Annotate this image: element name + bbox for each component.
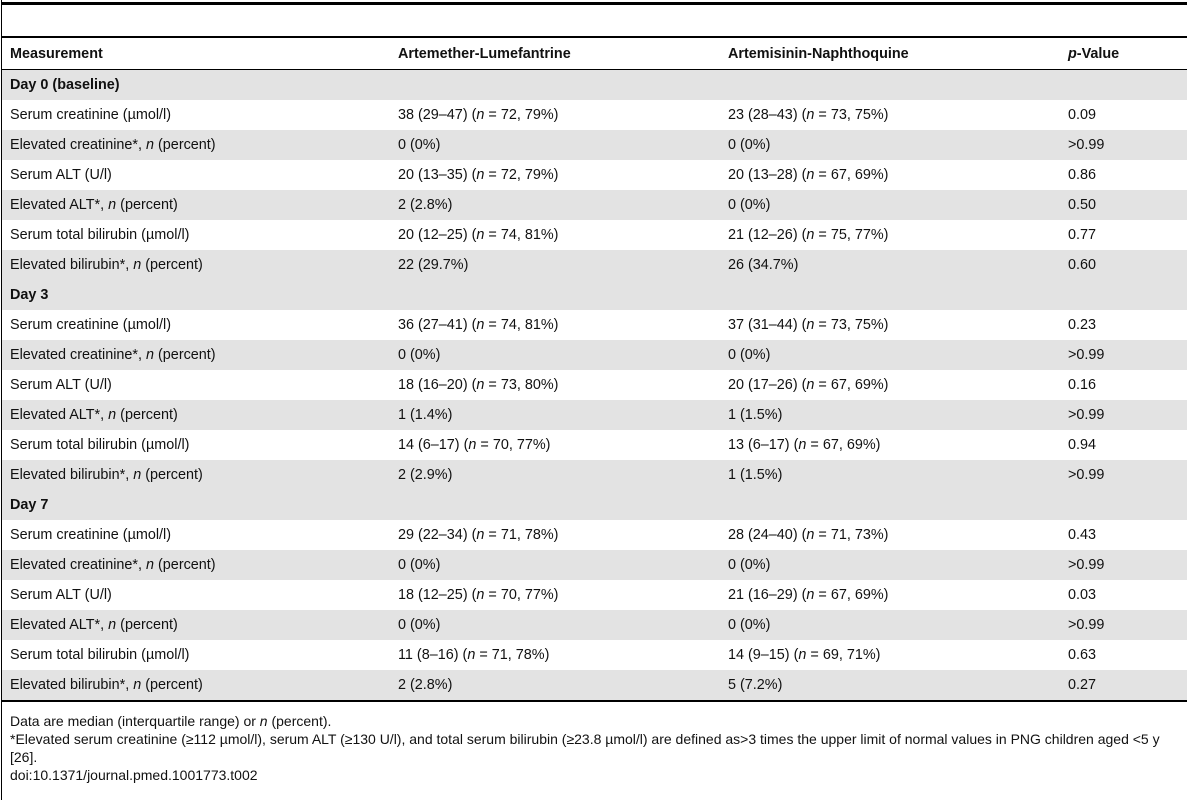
measurement-end: (percent) xyxy=(116,617,178,633)
n-symbol: n xyxy=(133,677,142,693)
cell-paren-close: ) xyxy=(883,227,889,243)
section-row xyxy=(2,280,1187,310)
table-row xyxy=(2,550,1187,580)
cell-paren-close: ) xyxy=(553,587,559,603)
n-count: 67, 69% xyxy=(822,437,876,453)
cell-artemether-lumefantrine xyxy=(390,640,720,670)
n-count: 72, 79% xyxy=(500,167,554,183)
section-title: Day 0 (baseline) xyxy=(2,70,1187,101)
cell-measurement xyxy=(2,130,390,160)
cell-value: 11 (8–16) xyxy=(398,647,459,663)
cell-p-value: 0.50 xyxy=(1060,190,1187,220)
table-row xyxy=(2,250,1187,280)
n-symbol: n xyxy=(476,107,485,123)
cell-p-value: 0.86 xyxy=(1068,167,1097,183)
cell-paren-close: ) xyxy=(883,587,889,603)
table-body xyxy=(2,70,1187,701)
cell-artemether-lumefantrine: 0 (0%) xyxy=(390,130,720,160)
table-row xyxy=(2,520,1187,550)
cell-measurement: Serum ALT (U/l) xyxy=(10,167,112,183)
table-row xyxy=(2,190,1187,220)
cell-artemether-lumefantrine: 0 (0%) xyxy=(390,550,720,580)
cell-measurement xyxy=(2,460,390,490)
cell-value: 20 (13–35) xyxy=(398,167,468,183)
n-equals: = xyxy=(484,317,501,333)
n-count: 71, 73% xyxy=(830,527,884,543)
cell-paren: ( xyxy=(789,437,799,453)
cell-value: 18 (12–25) xyxy=(398,587,468,603)
cell-p-value: 0.94 xyxy=(1068,437,1097,453)
section-title: Day 7 xyxy=(2,490,1187,520)
cell-artemisinin-naphthoquine: 0 (0%) xyxy=(720,550,1060,580)
section-row xyxy=(2,490,1187,520)
n-symbol: n xyxy=(108,617,117,633)
cell-paren: ( xyxy=(797,377,807,393)
measurement-end: (percent) xyxy=(154,557,216,573)
cell-paren: ( xyxy=(797,227,807,243)
cell-p-value: 0.09 xyxy=(1068,107,1097,123)
header-p-value xyxy=(1060,38,1187,70)
n-equals: = xyxy=(484,107,501,123)
cell-value: 13 (6–17) xyxy=(728,437,790,453)
cell-paren-close: ) xyxy=(553,317,559,333)
measurement-end: (percent) xyxy=(154,137,216,153)
table-row xyxy=(2,400,1187,430)
cell-artemether-lumefantrine xyxy=(390,100,720,130)
cell-p-value: 0.27 xyxy=(1060,670,1187,700)
cell-measurement: Serum total bilirubin (µmol/l) xyxy=(10,437,190,453)
cell-p-value: 0.77 xyxy=(1068,227,1097,243)
n-symbol: n xyxy=(108,197,117,213)
cell-artemether-lumefantrine: 1 (1.4%) xyxy=(390,400,720,430)
footnote-doi: doi:10.1371/journal.pmed.1001773.t002 xyxy=(10,767,258,783)
cell-measurement xyxy=(2,250,390,280)
table-row xyxy=(2,430,1187,460)
n-equals: = xyxy=(814,527,831,543)
n-equals: = xyxy=(475,647,492,663)
cell-paren-close: ) xyxy=(875,647,881,663)
cell-artemisinin-naphthoquine: 0 (0%) xyxy=(720,190,1060,220)
cell-artemisinin-naphthoquine: 0 (0%) xyxy=(720,340,1060,370)
measurement-start: Elevated bilirubin*, xyxy=(10,677,134,693)
footnote-elevated-definition: *Elevated serum creatinine (≥112 µmol/l), serum ALT (≥130 U/l), and total serum bilirubin (≥23.8 µmol/l) are defined as>3 times the upper limit of normal values in PNG children aged <5 y [26]. xyxy=(10,731,1160,765)
cell-artemether-lumefantrine xyxy=(390,580,720,610)
table-row xyxy=(2,370,1187,400)
table-row xyxy=(2,130,1187,160)
cell-artemisinin-naphthoquine xyxy=(720,640,1060,670)
cell-p-value: >0.99 xyxy=(1060,610,1187,640)
n-equals: = xyxy=(806,647,823,663)
n-equals: = xyxy=(814,107,831,123)
n-equals: = xyxy=(814,377,831,393)
n-symbol: n xyxy=(468,437,477,453)
cell-value: 21 (16–29) xyxy=(728,587,798,603)
cell-artemisinin-naphthoquine xyxy=(720,310,1060,340)
n-count: 75, 77% xyxy=(830,227,884,243)
cell-paren: ( xyxy=(459,437,469,453)
cell-artemether-lumefantrine xyxy=(390,520,720,550)
cell-p-value: 0.60 xyxy=(1060,250,1187,280)
cell-artemether-lumefantrine: 22 (29.7%) xyxy=(390,250,720,280)
cell-paren-close: ) xyxy=(883,167,889,183)
table-row xyxy=(2,220,1187,250)
cell-paren: ( xyxy=(458,647,468,663)
measurement-start: Elevated creatinine*, xyxy=(10,347,146,363)
measurement-start: Elevated bilirubin*, xyxy=(10,257,134,273)
n-symbol: n xyxy=(146,347,155,363)
header-p-italic: p xyxy=(1068,45,1077,62)
footnote-data-description xyxy=(10,712,1179,730)
cell-paren: ( xyxy=(797,317,807,333)
n-count: 67, 69% xyxy=(830,587,884,603)
n-equals: = xyxy=(484,587,501,603)
n-symbol: n xyxy=(806,317,815,333)
cell-artemether-lumefantrine xyxy=(390,220,720,250)
measurement-end: (percent) xyxy=(141,677,203,693)
n-count: 71, 78% xyxy=(491,647,545,663)
n-symbol: n xyxy=(806,107,815,123)
header-measurement: Measurement xyxy=(2,38,390,70)
n-equals: = xyxy=(484,227,501,243)
cell-paren: ( xyxy=(467,527,477,543)
cell-artemether-lumefantrine: 2 (2.8%) xyxy=(390,190,720,220)
cell-value: 20 (13–28) xyxy=(728,167,798,183)
cell-value: 38 (29–47) xyxy=(398,107,468,123)
cell-paren: ( xyxy=(467,377,477,393)
cell-paren: ( xyxy=(467,167,477,183)
measurement-end: (percent) xyxy=(116,197,178,213)
cell-artemisinin-naphthoquine xyxy=(720,160,1060,190)
table-row xyxy=(2,160,1187,190)
n-symbol: n xyxy=(798,437,807,453)
cell-paren-close: ) xyxy=(553,527,559,543)
cell-p-value: 0.03 xyxy=(1068,587,1097,603)
n-equals: = xyxy=(814,167,831,183)
cell-paren: ( xyxy=(797,587,807,603)
cell-artemisinin-naphthoquine: 1 (1.5%) xyxy=(720,400,1060,430)
cell-p-value: >0.99 xyxy=(1060,340,1187,370)
cell-artemether-lumefantrine xyxy=(390,160,720,190)
cell-measurement xyxy=(2,190,390,220)
cell-measurement: Serum ALT (U/l) xyxy=(10,587,112,603)
cell-paren-close: ) xyxy=(544,647,550,663)
cell-paren-close: ) xyxy=(553,167,559,183)
n-count: 73, 75% xyxy=(830,107,884,123)
n-count: 71, 78% xyxy=(500,527,554,543)
table-row xyxy=(2,100,1187,130)
n-equals: = xyxy=(814,227,831,243)
measurement-start: Elevated bilirubin*, xyxy=(10,467,134,483)
measurement-end: (percent) xyxy=(154,347,216,363)
measurement-end: (percent) xyxy=(116,407,178,423)
cell-paren-close: ) xyxy=(883,107,889,123)
cell-p-value: 0.16 xyxy=(1068,377,1097,393)
n-count: 70, 77% xyxy=(500,587,554,603)
cell-value: 36 (27–41) xyxy=(398,317,468,333)
cell-value: 28 (24–40) xyxy=(728,527,798,543)
n-count: 72, 79% xyxy=(500,107,554,123)
header-artemether-lumefantrine: Artemether-Lumefantrine xyxy=(390,38,720,70)
cell-artemisinin-naphthoquine: 26 (34.7%) xyxy=(720,250,1060,280)
cell-paren-close: ) xyxy=(875,437,881,453)
n-symbol: n xyxy=(108,407,117,423)
table-row xyxy=(2,460,1187,490)
n-symbol: n xyxy=(146,137,155,153)
cell-paren-close: ) xyxy=(883,527,889,543)
n-symbol: n xyxy=(806,167,815,183)
cell-paren: ( xyxy=(797,527,807,543)
cell-value: 14 (6–17) xyxy=(398,437,460,453)
cell-measurement xyxy=(2,670,390,700)
n-symbol: n xyxy=(476,227,485,243)
cell-artemisinin-naphthoquine xyxy=(720,580,1060,610)
table-row xyxy=(2,340,1187,370)
cell-paren-close: ) xyxy=(545,437,551,453)
cell-measurement xyxy=(2,340,390,370)
cell-measurement: Serum total bilirubin (µmol/l) xyxy=(10,647,190,663)
cell-artemether-lumefantrine xyxy=(390,370,720,400)
table-row xyxy=(2,310,1187,340)
cell-artemisinin-naphthoquine xyxy=(720,220,1060,250)
n-count: 73, 75% xyxy=(830,317,884,333)
n-symbol: n xyxy=(806,527,815,543)
cell-artemisinin-naphthoquine xyxy=(720,100,1060,130)
n-count: 74, 81% xyxy=(500,227,554,243)
cell-p-value: >0.99 xyxy=(1060,130,1187,160)
cell-paren-close: ) xyxy=(553,377,559,393)
n-equals: = xyxy=(476,437,493,453)
n-equals: = xyxy=(484,527,501,543)
table-container xyxy=(2,0,1187,784)
cell-artemisinin-naphthoquine: 1 (1.5%) xyxy=(720,460,1060,490)
cell-paren-close: ) xyxy=(883,317,889,333)
section-row xyxy=(2,70,1187,101)
cell-p-value: 0.63 xyxy=(1068,647,1097,663)
n-symbol: n xyxy=(467,647,476,663)
n-symbol: n xyxy=(476,587,485,603)
n-equals: = xyxy=(814,587,831,603)
cell-artemisinin-naphthoquine xyxy=(720,520,1060,550)
footnote-line1-start: Data are median (interquartile range) or xyxy=(10,713,260,729)
n-symbol: n xyxy=(806,227,815,243)
n-symbol: n xyxy=(133,467,142,483)
cell-paren: ( xyxy=(797,167,807,183)
cell-p-value: >0.99 xyxy=(1060,460,1187,490)
cell-paren: ( xyxy=(797,107,807,123)
cell-p-value: >0.99 xyxy=(1060,550,1187,580)
cell-p-value: 0.23 xyxy=(1068,317,1097,333)
n-symbol: n xyxy=(146,557,155,573)
cell-measurement: Serum creatinine (µmol/l) xyxy=(10,107,172,123)
cell-artemisinin-naphthoquine: 5 (7.2%) xyxy=(720,670,1060,700)
section-title: Day 3 xyxy=(2,280,1187,310)
n-equals: = xyxy=(484,167,501,183)
measurement-start: Elevated ALT*, xyxy=(10,407,109,423)
n-symbol: n xyxy=(476,527,485,543)
table-row xyxy=(2,670,1187,700)
table-row xyxy=(2,580,1187,610)
cell-paren: ( xyxy=(467,107,477,123)
cell-paren: ( xyxy=(467,317,477,333)
cell-p-value: >0.99 xyxy=(1060,400,1187,430)
n-count: 69, 71% xyxy=(822,647,876,663)
cell-artemisinin-naphthoquine xyxy=(720,430,1060,460)
measurement-start: Elevated ALT*, xyxy=(10,617,109,633)
measurement-start: Elevated ALT*, xyxy=(10,197,109,213)
n-equals: = xyxy=(806,437,823,453)
cell-measurement: Serum creatinine (µmol/l) xyxy=(10,527,172,543)
cell-artemether-lumefantrine xyxy=(390,310,720,340)
cell-artemisinin-naphthoquine xyxy=(720,370,1060,400)
measurement-end: (percent) xyxy=(141,257,203,273)
footnote-line1-n: n xyxy=(259,713,268,729)
table-header-row xyxy=(2,38,1187,70)
cell-paren: ( xyxy=(467,587,477,603)
n-symbol: n xyxy=(476,167,485,183)
cell-measurement xyxy=(2,610,390,640)
cell-artemether-lumefantrine: 0 (0%) xyxy=(390,340,720,370)
cell-artemether-lumefantrine: 2 (2.9%) xyxy=(390,460,720,490)
n-symbol: n xyxy=(806,377,815,393)
measurement-start: Elevated creatinine*, xyxy=(10,137,146,153)
cell-paren-close: ) xyxy=(553,227,559,243)
cell-value: 14 (9–15) xyxy=(728,647,790,663)
n-count: 70, 77% xyxy=(492,437,546,453)
cell-value: 21 (12–26) xyxy=(728,227,798,243)
cell-measurement: Serum ALT (U/l) xyxy=(10,377,112,393)
lab-results-table xyxy=(2,38,1187,700)
n-symbol: n xyxy=(798,647,807,663)
cell-value: 18 (16–20) xyxy=(398,377,468,393)
table-row xyxy=(2,610,1187,640)
cell-value: 23 (28–43) xyxy=(728,107,798,123)
n-count: 67, 69% xyxy=(830,377,884,393)
cell-value: 37 (31–44) xyxy=(728,317,798,333)
cell-measurement xyxy=(2,550,390,580)
n-equals: = xyxy=(814,317,831,333)
header-artemisinin-naphthoquine: Artemisinin-Naphthoquine xyxy=(720,38,1060,70)
cell-paren-close: ) xyxy=(553,107,559,123)
table-caption-spacer xyxy=(2,5,1187,36)
n-symbol: n xyxy=(806,587,815,603)
cell-paren: ( xyxy=(467,227,477,243)
table-row xyxy=(2,640,1187,670)
n-count: 73, 80% xyxy=(500,377,554,393)
cell-value: 29 (22–34) xyxy=(398,527,468,543)
table-footnotes xyxy=(2,702,1187,784)
cell-artemisinin-naphthoquine: 0 (0%) xyxy=(720,610,1060,640)
cell-paren: ( xyxy=(789,647,799,663)
cell-measurement: Serum total bilirubin (µmol/l) xyxy=(10,227,190,243)
cell-value: 20 (17–26) xyxy=(728,377,798,393)
n-symbol: n xyxy=(476,377,485,393)
n-count: 67, 69% xyxy=(830,167,884,183)
cell-measurement: Serum creatinine (µmol/l) xyxy=(10,317,172,333)
footnote-line1-end: (percent). xyxy=(267,713,332,729)
n-equals: = xyxy=(484,377,501,393)
cell-measurement xyxy=(2,400,390,430)
measurement-end: (percent) xyxy=(141,467,203,483)
cell-paren-close: ) xyxy=(883,377,889,393)
cell-value: 20 (12–25) xyxy=(398,227,468,243)
n-symbol: n xyxy=(476,317,485,333)
n-symbol: n xyxy=(133,257,142,273)
cell-artemether-lumefantrine: 0 (0%) xyxy=(390,610,720,640)
cell-artemisinin-naphthoquine: 0 (0%) xyxy=(720,130,1060,160)
n-count: 74, 81% xyxy=(500,317,554,333)
header-p-suffix: -Value xyxy=(1076,45,1120,62)
cell-artemether-lumefantrine: 2 (2.8%) xyxy=(390,670,720,700)
cell-artemether-lumefantrine xyxy=(390,430,720,460)
cell-p-value: 0.43 xyxy=(1068,527,1097,543)
measurement-start: Elevated creatinine*, xyxy=(10,557,146,573)
